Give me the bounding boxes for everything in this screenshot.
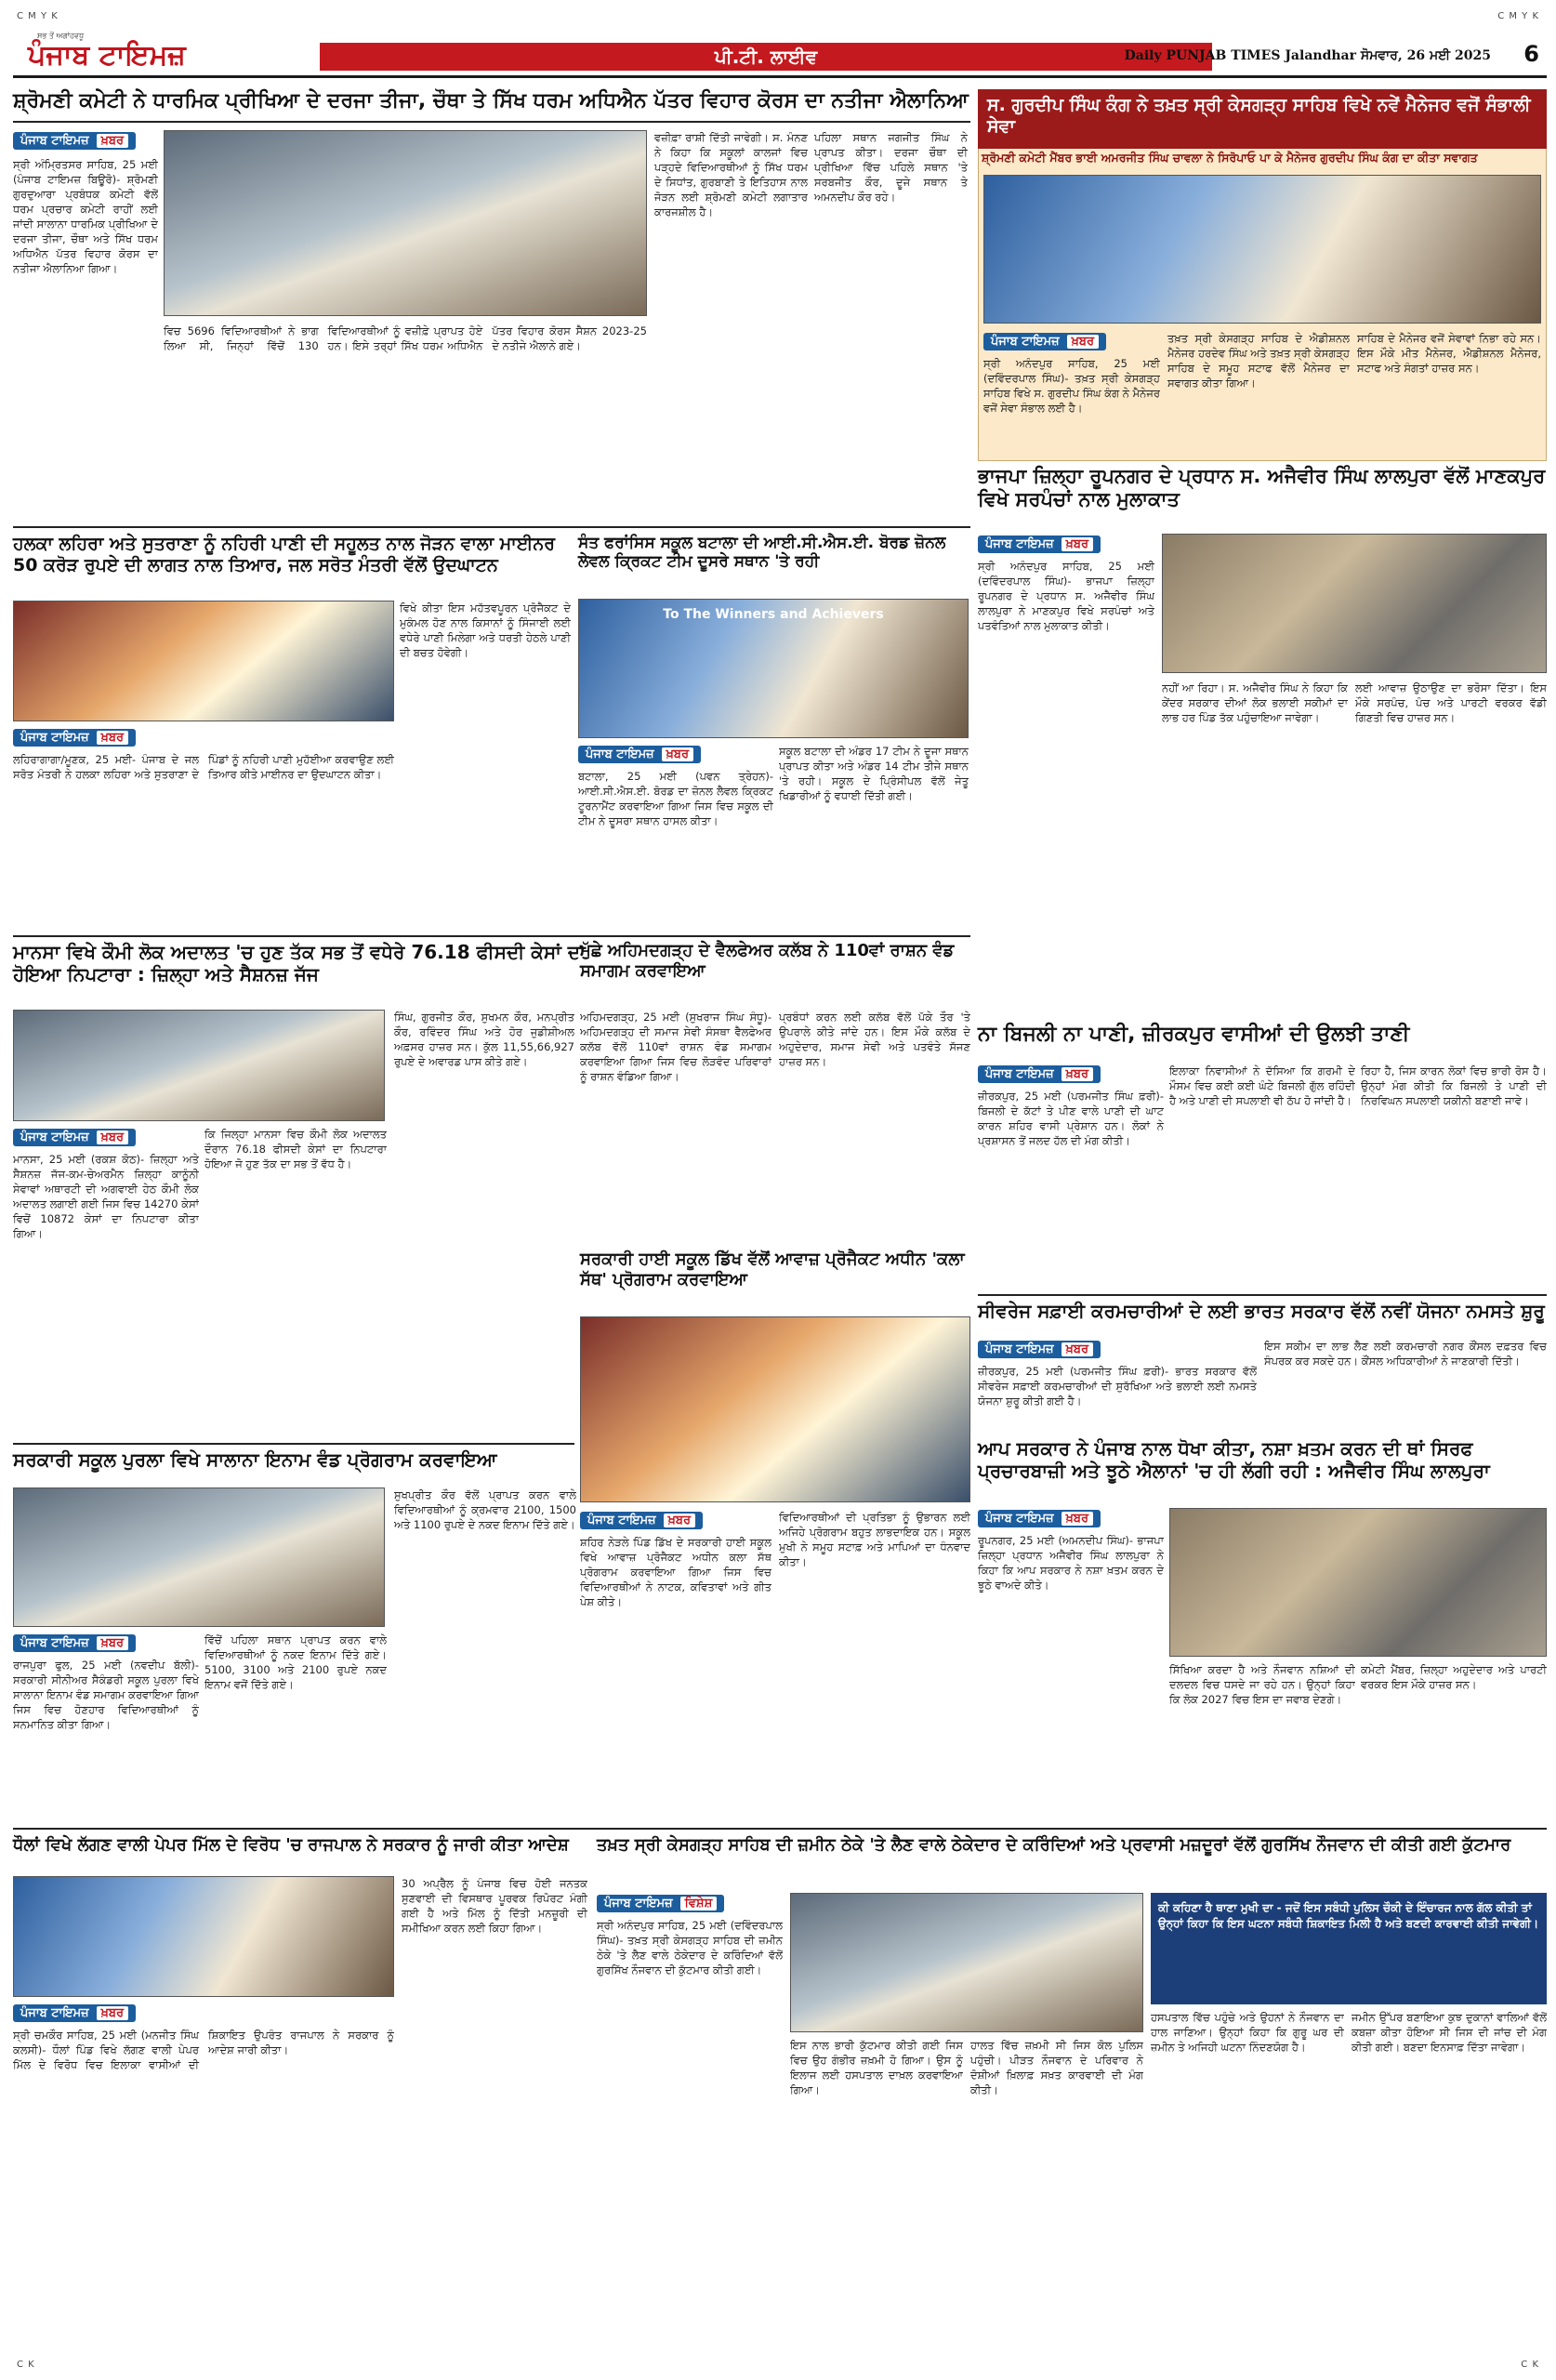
news-photo [1169,1508,1547,1657]
masthead [13,32,1547,78]
news-tag: ਪੰਜਾਬ ਟਾਇਮਜ਼ ਖ਼ਬਰ [978,1341,1101,1358]
article-column [13,1127,199,1437]
news-tag: ਪੰਜਾਬ ਟਾਇਮਜ਼ ਵਿਸ਼ੇਸ਼ [597,1895,724,1912]
article-headline: ਸ. ਗੁਰਦੀਪ ਸਿੰਘ ਕੰਗ ਨੇ ਤਖ਼ਤ ਸ੍ਰੀ ਕੇਸਗੜ੍ਹ ਸਾਹਿਬ ਵਿਖੇ ਨਵੇਂ ਮੈਨੇਜਰ ਵਜੋਂ ਸੰਭਾਲੀ ਸੇਵਾ [978,89,1547,149]
dateline: Daily PUNJAB TIMES Jalandhar ਸੋਮਵਾਰ, 26 ਮਈ 2025 [1124,48,1491,63]
page-number: 6 [1523,41,1539,67]
news-photo [983,175,1541,324]
article-body: ਹਾਲਤ ਵਿੱਚ ਜ਼ਖ਼ਮੀ ਸੀ ਜਿਸ ਕੋਲ ਪੁਲਿਸ ਪਹੁੰਚੀ। ਪੀੜਤ ਨੌਜਵਾਨ ਦੇ ਪਰਿਵਾਰ ਨੇ ਦੋਸ਼ੀਆਂ ਖ਼ਿਲਾਫ਼ ਸਖ਼ਤ ਕਾਰਵਾਈ ਦੀ ਮੰਗ ਕੀਤੀ। [970,2039,1143,2096]
article-headline: ਸਰਕਾਰੀ ਸਕੂਲ ਪੁਰਲਾ ਵਿਖੇ ਸਾਲਾਨਾ ਇਨਾਮ ਵੰਡ ਪ੍ਰੋਗਰਾਮ ਕਰਵਾਇਆ [13,1448,497,1471]
news-photo [13,1876,394,1997]
registration-mark: C M Y K [1497,11,1539,21]
news-tag: ਪੰਜਾਬ ਟਾਇਮਜ਼ ਖ਼ਬਰ [13,1129,136,1146]
news-tag: ਪੰਜਾਬ ਟਾਇਮਜ਼ ਖ਼ਬਰ [13,2004,136,2022]
article-headline: ਹਲਕਾ ਲਹਿਰਾ ਅਤੇ ਸੁਤਰਾਣਾ ਨੂੰ ਨਹਿਰੀ ਪਾਣੀ ਦੀ ਸਹੂਲਤ ਨਾਲ ਜੋੜਨ ਵਾਲਾ ਮਾਈਨਰ 50 ਕਰੋੜ ਰੁਪਏ ਦੀ ਲਾਗਤ ਨਾਲ ਤਿਆਰ, ਜਲ ਸਰੋਤ ਮੰਤਰੀ ਵੱਲੋਂ ਉਦਘਾਟਨ [13,534,556,575]
news-photo [13,1488,385,1627]
news-tag: ਪੰਜਾਬ ਟਾਇਮਜ਼ ਖ਼ਬਰ [978,1510,1101,1527]
article-body: ਜ਼ੀਰਕਪੁਰ, 25 ਮਈ (ਪਰਮਜੀਤ ਸਿੰਘ ਫ਼ਰੀ)- ਭਾਰਤ ਸਰਕਾਰ ਵੱਲੋਂ ਸੀਵਰੇਜ ਸਫ਼ਾਈ ਕਰਮਚਾਰੀਆਂ ਦੀ ਸੁਰੱਖਿਆ ਅਤੇ ਭਲਾਈ ਲਈ ਨਮਸਤੇ ਯੋਜਨਾ ਸ਼ੁਰੂ ਕੀਤੀ ਗਈ ਹੈ। [978,1365,1257,1408]
article-body: ਪ੍ਰਬੰਧਾਂ ਕਰਨ ਲਈ ਕਲੱਬ ਵੱਲੋਂ ਪੱਕੇ ਤੌਰ 'ਤੇ ਉਪਰਾਲੇ ਕੀਤੇ ਜਾਂਦੇ ਹਨ। ਇਸ ਮੌਕੇ ਕਲੱਬ ਦੇ ਅਹੁਦੇਦਾਰ, ਸਮਾਜ ਸੇਵੀ ਅਤੇ ਪਤਵੰਤੇ ਸੱਜਣ ਹਾਜ਼ਰ ਸਨ। [779,1011,970,1068]
article-body: ਸ਼ਹਿਰ ਨੇੜਲੇ ਪਿੰਡ ਡਿੱਖ ਦੇ ਸਰਕਾਰੀ ਹਾਈ ਸਕੂਲ ਵਿਖੇ ਆਵਾਜ਼ ਪ੍ਰੋਜੈਕਟ ਅਧੀਨ ਕਲਾ ਸੱਥ ਪ੍ਰੋਗਰਾਮ ਕਰਵਾਇਆ ਗਿਆ ਜਿਸ ਵਿਚ ਵਿਦਿਆਰਥੀਆਂ ਨੇ ਨਾਟਕ, ਕਵਿਤਾਵਾਂ ਅਤੇ ਗੀਤ ਪੇਸ਼ ਕੀਤੇ। [580,1536,771,1608]
news-photo [13,601,394,721]
article-column [13,2003,394,2356]
article-body: ਸ੍ਰੀ ਅਨੰਦਪੁਰ ਸਾਹਿਬ, 25 ਮਈ (ਦਵਿੰਦਰਪਾਲ ਸਿੰਘ)- ਤਖ਼ਤ ਸ੍ਰੀ ਕੇਸਗੜ੍ਹ ਸਾਹਿਬ ਦੀ ਜ਼ਮੀਨ ਠੇਕੇ 'ਤੇ ਲੈਣ ਵਾਲੇ ਠੇਕੇਦਾਰ ਦੇ ਕਰਿੰਦਿਆਂ ਵੱਲੋਂ ਗੁਰਸਿੱਖ ਨੌਜਵਾਨ ਦੀ ਕੁੱਟਮਾਰ ਕੀਤੀ ਗਈ। [597,1919,783,1977]
article-column [597,1893,783,2356]
article-body: ਸਕੂਲ ਬਟਾਲਾ ਦੀ ਅੰਡਰ 17 ਟੀਮ ਨੇ ਦੂਜਾ ਸਥਾਨ ਪ੍ਰਾਪਤ ਕੀਤਾ ਅਤੇ ਅੰਡਰ 14 ਟੀਮ ਤੀਜੇ ਸਥਾਨ 'ਤੇ ਰਹੀ। ਸਕੂਲ ਦੇ ਪ੍ਰਿੰਸੀਪਲ ਵੱਲੋਂ ਜੇਤੂ ਖਿਡਾਰੀਆਂ ਨੂੰ ਵਧਾਈ ਦਿੱਤੀ ਗਈ। [779,745,969,802]
news-tag: ਪੰਜਾਬ ਟਾਇਮਜ਼ ਖ਼ਬਰ [983,333,1106,350]
article-column [978,1339,1257,1432]
divider [13,1443,574,1445]
news-tag: ਪੰਜਾਬ ਟਾਇਮਜ਼ ਖ਼ਬਰ [578,746,701,763]
article-body: ਵਿਦਿਆਰਥੀਆਂ ਦੀ ਪ੍ਰਤਿਭਾ ਨੂੰ ਉਭਾਰਨ ਲਈ ਅਜਿਹੇ ਪ੍ਰੋਗਰਾਮ ਬਹੁਤ ਲਾਭਦਾਇਕ ਹਨ। ਸਕੂਲ ਮੁਖੀ ਨੇ ਸਮੂਹ ਸਟਾਫ਼ ਅਤੇ ਮਾਪਿਆਂ ਦਾ ਧੰਨਵਾਦ ਕੀਤਾ। [779,1511,970,1568]
article-body: ਸਿੱਖਿਆ ਕਰਦਾ ਹੈ ਅਤੇ ਨੌਜਵਾਨ ਨਸ਼ਿਆਂ ਦੀ ਦਲਦਲ ਵਿਚ ਧਸਦੇ ਜਾ ਰਹੇ ਹਨ। ਉਨ੍ਹਾਂ ਕਿਹਾ ਕਿ ਲੋਕ 2027 ਵਿਚ ਇਸ ਦਾ ਜਵਾਬ ਦੇਣਗੇ। [1169,1663,1355,1706]
news-photo [580,1316,970,1502]
article-body: ਨਹੀਂ ਆ ਰਿਹਾ। ਸ. ਅਜੈਵੀਰ ਸਿੰਘ ਨੇ ਕਿਹਾ ਕਿ ਕੇਂਦਰ ਸਰਕਾਰ ਦੀਆਂ ਲੋਕ ਭਲਾਈ ਸਕੀਮਾਂ ਦਾ ਲਾਭ ਹਰ ਪਿੰਡ ਤੱਕ ਪਹੁੰਚਾਇਆ ਜਾਵੇਗਾ। [1162,681,1348,724]
news-tag: ਪੰਜਾਬ ਟਾਇਮਜ਼ ਖ਼ਬਰ [13,729,136,747]
news-photo [13,1010,385,1121]
article-body: ਵਿਚ 5696 ਵਿਦਿਆਰਥੀਆਂ ਨੇ ਭਾਗ ਲਿਆ ਸੀ, ਜਿਨ੍ਹਾਂ ਵਿੱਚੋਂ 130 ਵਿਦਿਆਰਥੀਆਂ ਨੂੰ ਵਜ਼ੀਫ਼ੇ ਪ੍ਰਾਪਤ ਹੋਏ ਹਨ। ਇਸੇ ਤਰ੍ਹਾਂ ਸਿੱਖ ਧਰਮ ਅਧਿਐਨ ਪੱਤਰ ਵਿਹਾਰ ਕੋਰਸ ਸੈਸ਼ਨ 2023-25 ਦੇ ਨਤੀਜੇ ਐਲਾਨੇ ਗਏ। [164,324,647,352]
article-body: ਸਿੰਘ, ਗੁਰਜੀਤ ਕੌਰ, ਸੁਖਮਨ ਕੌਰ, ਮਨਪ੍ਰੀਤ ਕੌਰ, ਰਵਿੰਦਰ ਸਿੰਘ ਅਤੇ ਹੋਰ ਜੁਡੀਸ਼ੀਅਲ ਅਫ਼ਸਰ ਹਾਜ਼ਰ ਸਨ। ਕੁੱਲ 11,55,66,927 ਰੁਪਏ ਦੇ ਅਵਾਰਡ ਪਾਸ ਕੀਤੇ ਗਏ। [394,1011,574,1068]
article-headline: ਮਾਨਸਾ ਵਿਖੇ ਕੌਮੀ ਲੋਕ ਅਦਾਲਤ 'ਚ ਹੁਣ ਤੱਕ ਸਭ ਤੋਂ ਵਧੇਰੇ 76.18 ਫੀਸਦੀ ਕੇਸਾਂ ਦਾ ਹੋਇਆ ਨਿਪਟਾਰਾ : ਜ਼ਿਲ੍ਹਾ ਅਤੇ ਸੈਸ਼ਨਜ਼ ਜੱਜ [13,941,586,985]
article-column [580,1510,771,1820]
article-body: ਸ੍ਰੀ ਚਮਕੌਰ ਸਾਹਿਬ, 25 ਮਈ (ਮਨਜੀਤ ਸਿੰਘ ਕਲਸੀ)- ਧੌਲਾਂ ਪਿੰਡ ਵਿਖੇ ਲੱਗਣ ਵਾਲੀ ਪੇਪਰ ਮਿੱਲ ਦੇ ਵਿਰੋਧ ਵਿਚ ਇਲਾਕਾ ਵਾਸੀਆਂ ਦੀ ਸ਼ਿਕਾਇਤ ਉਪਰੰਤ ਰਾਜਪਾਲ ਨੇ ਸਰਕਾਰ ਨੂੰ ਆਦੇਸ਼ ਜਾਰੀ ਕੀਤਾ। [13,2029,394,2071]
brand-tagline: ਸਭ ਤੋਂ ਅਗਾਂਹਵਧੂ [37,32,85,40]
registration-mark: C K [17,2360,35,2370]
article-body: ਸ੍ਰੀ ਅੰਮ੍ਰਿਤਸਰ ਸਾਹਿਬ, 25 ਮਈ (ਪੰਜਾਬ ਟਾਇਮਜ਼ ਬਿਊਰੋ)- ਸ਼੍ਰੋਮਣੀ ਗੁਰਦੁਆਰਾ ਪ੍ਰਬੰਧਕ ਕਮੇਟੀ ਵੱਲੋਂ ਧਰਮ ਪ੍ਰਚਾਰ ਕਮੇਟੀ ਰਾਹੀਂ ਲਈ ਜਾਂਦੀ ਸਾਲਾਨਾ ਧਾਰਮਿਕ ਪ੍ਰੀਖਿਆ ਦੇ ਦਰਜਾ ਤੀਜਾ, ਚੌਥਾ ਅਤੇ ਸਿੱਖ ਧਰਮ ਅਧਿਐਨ ਪੱਤਰ ਵਿਹਾਰ ਕੋਰਸ ਦਾ ਨਤੀਜਾ ਐਲਾਨਿਆ ਗਿਆ। [13,158,158,275]
news-photo [578,599,969,738]
article-body: ਬਟਾਲਾ, 25 ਮਈ (ਪਵਨ ਤ੍ਰੇਹਨ)- ਆਈ.ਸੀ.ਐਸ.ਈ. ਬੋਰਡ ਦਾ ਜ਼ੋਨਲ ਲੈਵਲ ਕ੍ਰਿਕਟ ਟੂਰਨਾਮੈਂਟ ਕਰਵਾਇਆ ਗਿਆ ਜਿਸ ਵਿਚ ਸਕੂਲ ਦੀ ਟੀਮ ਨੇ ਦੂਸਰਾ ਸਥਾਨ ਹਾਸਲ ਕੀਤਾ। [578,770,773,827]
article-headline: ਭਾਜਪਾ ਜ਼ਿਲ੍ਹਾ ਰੂਪਨਗਰ ਦੇ ਪ੍ਰਧਾਨ ਸ. ਅਜੈਵੀਰ ਸਿੰਘ ਲਾਲਪੁਰਾ ਵੱਲੋਂ ਮਾਣਕਪੁਰ ਵਿਖੇ ਸਰਪੰਚਾਂ ਨਾਲ ਮੁਲਾਕਾਤ [978,465,1546,511]
article-column [978,1508,1164,1824]
news-photo [1162,534,1547,673]
info-box: ਕੀ ਕਹਿਣਾ ਹੈ ਥਾਣਾ ਮੁਖੀ ਦਾ - ਜਦੋਂ ਇਸ ਸਬੰਧੀ ਪੁਲਿਸ ਚੌਕੀ ਦੇ ਇੰਚਾਰਜ ਨਾਲ ਗੱਲ ਕੀਤੀ ਤਾਂ ਉਨ੍ਹਾਂ ਕਿਹਾ ਕਿ ਇਸ ਘਟਨਾ ਸਬੰਧੀ ਸ਼ਿਕਾਇਤ ਮਿਲੀ ਹੈ ਅਤੇ ਬਣਦੀ ਕਾਰਵਾਈ ਕੀਤੀ ਜਾਵੇਗੀ। [1151,1893,1547,2004]
article-column [983,331,1160,457]
divider [13,526,970,528]
registration-mark: C K [1521,2360,1539,2370]
article-column [978,1064,1164,1287]
article-column [578,744,773,930]
article-body: ਅਹਿਮਦਗੜ੍ਹ, 25 ਮਈ (ਸੁਖਰਾਜ ਸਿੰਘ ਸੰਧੂ)- ਅਹਿਮਦਗੜ੍ਹ ਦੀ ਸਮਾਜ ਸੇਵੀ ਸੰਸਥਾ ਵੈਲਫੇਅਰ ਕਲੱਬ ਵੱਲੋਂ 110ਵਾਂ ਰਾਸ਼ਨ ਵੰਡ ਸਮਾਗਮ ਕਰਵਾਇਆ ਗਿਆ ਜਿਸ ਵਿਚ ਲੋੜਵੰਦ ਪਰਿਵਾਰਾਂ ਨੂੰ ਰਾਸ਼ਨ ਵੰਡਿਆ ਗਿਆ। [580,1011,771,1083]
article-body: ਕਿ ਜਿਲ੍ਹਾ ਮਾਨਸਾ ਵਿਚ ਕੌਮੀ ਲੋਕ ਅਦਾਲਤ ਦੌਰਾਨ 76.18 ਫੀਸਦੀ ਕੇਸਾਂ ਦਾ ਨਿਪਟਾਰਾ ਹੋਇਆ ਜੋ ਹੁਣ ਤੱਕ ਦਾ ਸਭ ਤੋਂ ਵੱਧ ਹੈ। [204,1128,387,1170]
article-column [13,1633,199,1818]
news-photo [790,1893,1143,2032]
article-body: ਤਖ਼ਤ ਸ੍ਰੀ ਕੇਸਗੜ੍ਹ ਸਾਹਿਬ ਦੇ ਐਡੀਸ਼ਨਲ ਮੈਨੇਜਰ ਹਰਦੇਵ ਸਿੰਘ ਅਤੇ ਤਖ਼ਤ ਸ੍ਰੀ ਕੇਸਗੜ੍ਹ ਸਾਹਿਬ ਦੇ ਸਮੂਹ ਸਟਾਫ ਵੱਲੋਂ ਮੈਨੇਜਰ ਦਾ ਸਵਾਗਤ ਕੀਤਾ ਗਿਆ। [1167,332,1350,390]
section-title: ਪੀ.ਟੀ. ਲਾਈਵ [320,43,1212,71]
article-body: ਜਮੀਨ ਉੱਪਰ ਬਣਾਇਆ ਕੁਝ ਦੁਕਾਨਾਂ ਵਾਲਿਆਂ ਵੱਲੋਂ ਕਬਜ਼ਾ ਕੀਤਾ ਹੋਇਆ ਸੀ ਜਿਸ ਦੀ ਜਾਂਚ ਦੀ ਮੰਗ ਕੀਤੀ ਗਈ। ਬਣਦਾ ਇਨਸਾਫ਼ ਦਿੱਤਾ ਜਾਵੇਗਾ। [1352,2011,1547,2054]
article-body: ਸ੍ਰੀ ਅਨੰਦਪੁਰ ਸਾਹਿਬ, 25 ਮਈ (ਦਵਿੰਦਰਪਾਲ ਸਿੰਘ)- ਭਾਜਪਾ ਜ਼ਿਲ੍ਹਾ ਰੂਪਨਗਰ ਦੇ ਪ੍ਰਧਾਨ ਸ. ਅਜੈਵੀਰ ਸਿੰਘ ਲਾਲਪੁਰਾ ਨੇ ਮਾਣਕਪੁਰ ਵਿਖੇ ਸਰਪੰਚਾਂ ਅਤੇ ਪਤਵੰਤਿਆਂ ਨਾਲ ਮੁਲਾਕਾਤ ਕੀਤੀ। [978,560,1154,632]
article-body: ਲਹਿਰਾਗਾਗਾ/ਮੂਣਕ, 25 ਮਈ- ਪੰਜਾਬ ਦੇ ਜਲ ਸਰੋਤ ਮੰਤਰੀ ਨੇ ਹਲਕਾ ਲਹਿਰਾ ਅਤੇ ਸੁਤਰਾਣਾ ਦੇ ਪਿੰਡਾਂ ਨੂੰ ਨਹਿਰੀ ਪਾਣੀ ਮੁਹੱਈਆ ਕਰਵਾਉਣ ਲਈ ਤਿਆਰ ਕੀਤੇ ਮਾਈਨਰ ਦਾ ਉਦਘਾਟਨ ਕੀਤਾ। [13,753,394,781]
article-body: 30 ਅਪ੍ਰੈਲ ਨੂੰ ਪੰਜਾਬ ਵਿਚ ਹੋਈ ਜਨਤਕ ਸੁਣਵਾਈ ਦੀ ਵਿਸਥਾਰ ਪੂਰਵਕ ਰਿਪੋਰਟ ਮੰਗੀ ਗਈ ਹੈ ਅਤੇ ਮਿੱਲ ਨੂੰ ਦਿੱਤੀ ਮਨਜ਼ੂਰੀ ਦੀ ਸਮੀਖਿਆ ਕਰਨ ਲਈ ਕਿਹਾ ਗਿਆ। [402,1877,587,1935]
photo-banner-text: To The Winners and Achievers [663,607,884,622]
article-headline: ਸਰਕਾਰੀ ਹਾਈ ਸਕੂਲ ਡਿੱਖ ਵੱਲੋਂ ਆਵਾਜ਼ ਪ੍ਰੋਜੈਕਟ ਅਧੀਨ 'ਕਲਾ ਸੱਥ' ਪ੍ਰੋਗਰਾਮ ਕਰਵਾਇਆ [580,1250,965,1289]
article-body: ਇਲਾਕਾ ਨਿਵਾਸੀਆਂ ਨੇ ਦੱਸਿਆ ਕਿ ਗਰਮੀ ਦੇ ਮੌਸਮ ਵਿਚ ਕਈ ਕਈ ਘੰਟੇ ਬਿਜਲੀ ਗੁੱਲ ਰਹਿੰਦੀ ਹੈ ਅਤੇ ਪਾਣੀ ਦੀ ਸਪਲਾਈ ਵੀ ਠੱਪ ਹੋ ਜਾਂਦੀ ਹੈ। [1169,1064,1355,1107]
article-body: ਸਾਹਿਬ ਦੇ ਮੈਨੇਜਰ ਵਜੋਂ ਸੇਵਾਵਾਂ ਨਿਭਾ ਰਹੇ ਸਨ। ਇਸ ਮੌਕੇ ਮੀਤ ਮੈਨੇਜਰ, ਐਡੀਸ਼ਨਲ ਮੈਨੇਜਰ, ਸਟਾਫ ਅਤੇ ਸੰਗਤਾਂ ਹਾਜ਼ਰ ਸਨ। [1357,332,1541,375]
article-body: ਜ਼ੀਰਕਪੁਰ, 25 ਮਈ (ਪਰਮਜੀਤ ਸਿੰਘ ਫ਼ਰੀ)- ਬਿਜਲੀ ਦੇ ਕੱਟਾਂ ਤੇ ਪੀਣ ਵਾਲੇ ਪਾਣੀ ਦੀ ਘਾਟ ਕਾਰਨ ਸ਼ਹਿਰ ਵਾਸੀ ਪ੍ਰੇਸ਼ਾਨ ਹਨ। ਲੋਕਾਂ ਨੇ ਪ੍ਰਸ਼ਾਸਨ ਤੋਂ ਜਲਦ ਹੱਲ ਦੀ ਮੰਗ ਕੀਤੀ। [978,1090,1164,1147]
article-body: ਰੂਪਨਗਰ, 25 ਮਈ (ਅਮਨਦੀਪ ਸਿੰਘ)- ਭਾਜਪਾ ਜ਼ਿਲ੍ਹਾ ਪ੍ਰਧਾਨ ਅਜੈਵੀਰ ਸਿੰਘ ਲਾਲਪੁਰਾ ਨੇ ਕਿਹਾ ਕਿ ਆਪ ਸਰਕਾਰ ਨੇ ਨਸ਼ਾ ਖ਼ਤਮ ਕਰਨ ਦੇ ਝੂਠੇ ਵਾਅਦੇ ਕੀਤੇ। [978,1534,1164,1592]
divider [13,935,970,937]
article-body: ਇਸ ਨਾਲ ਭਾਰੀ ਕੁੱਟਮਾਰ ਕੀਤੀ ਗਈ ਜਿਸ ਵਿਚ ਉਹ ਗੰਭੀਰ ਜ਼ਖ਼ਮੀ ਹੋ ਗਿਆ। ਉਸ ਨੂੰ ਇਲਾਜ ਲਈ ਹਸਪਤਾਲ ਦਾਖ਼ਲ ਕਰਵਾਇਆ ਗਿਆ। [790,2039,963,2096]
divider [978,1294,1547,1296]
news-tag: ਪੰਜਾਬ ਟਾਇਮਜ਼ ਖ਼ਬਰ [580,1512,703,1529]
article-headline: ਮੁੱਛੇ ਅਹਿਮਦਗੜ੍ਹ ਦੇ ਵੈਲਫੇਅਰ ਕਲੱਬ ਨੇ 110ਵਾਂ ਰਾਸ਼ਨ ਵੰਡ ਸਮਾਗਮ ਕਰਵਾਇਆ [580,941,955,981]
article-body: ਮਾਨਸਾ, 25 ਮਈ (ਰਕਸ਼ ਕੋਠ)- ਜ਼ਿਲ੍ਹਾ ਅਤੇ ਸੈਸ਼ਨਜ਼ ਜੱਜ-ਕਮ-ਚੇਅਰਮੈਨ ਜ਼ਿਲ੍ਹਾ ਕਾਨੂੰਨੀ ਸੇਵਾਵਾਂ ਅਥਾਰਟੀ ਦੀ ਅਗਵਾਈ ਹੇਠ ਕੌਮੀ ਲੋਕ ਅਦਾਲਤ ਲਗਾਈ ਗਈ ਜਿਸ ਵਿਚ 14270 ਕੇਸਾਂ ਵਿਚੋਂ 10872 ਕੇਸਾਂ ਦਾ ਨਿਪਟਾਰਾ ਕੀਤਾ ਗਿਆ। [13,1153,199,1240]
article-body: ਸ੍ਰੀ ਅਨੰਦਪੁਰ ਸਾਹਿਬ, 25 ਮਈ (ਦਵਿੰਦਰਪਾਲ ਸਿੰਘ)- ਤਖ਼ਤ ਸ੍ਰੀ ਕੇਸਗੜ੍ਹ ਸਾਹਿਬ ਵਿਖੇ ਸ. ਗੁਰਦੀਪ ਸਿੰਘ ਕੰਗ ਨੇ ਮੈਨੇਜਰ ਵਜੋਂ ਸੇਵਾ ਸੰਭਾਲ ਲਈ ਹੈ। [983,357,1160,415]
article-column [13,130,158,521]
article-body: ਰਾਜਪੁਰਾ ਫੁਲ, 25 ਮਈ (ਨਵਦੀਪ ਬੱਲੀ)- ਸਰਕਾਰੀ ਸੀਨੀਅਰ ਸੈਕੰਡਰੀ ਸਕੂਲ ਪੁਰਲਾ ਵਿਖੇ ਸਾਲਾਨਾ ਇਨਾਮ ਵੰਡ ਸਮਾਗਮ ਕਰਵਾਇਆ ਗਿਆ ਜਿਸ ਵਿਚ ਹੋਣਹਾਰ ਵਿਦਿਆਰਥੀਆਂ ਨੂੰ ਸਨਮਾਨਿਤ ਕੀਤਾ ਗਿਆ। [13,1659,199,1731]
article-body: ਇਸ ਸਕੀਮ ਦਾ ਲਾਭ ਲੈਣ ਲਈ ਕਰਮਚਾਰੀ ਨਗਰ ਕੌਂਸਲ ਦਫ਼ਤਰ ਵਿਚ ਸੰਪਰਕ ਕਰ ਸਕਦੇ ਹਨ। ਕੌਂਸਲ ਅਧਿਕਾਰੀਆਂ ਨੇ ਜਾਣਕਾਰੀ ਦਿੱਤੀ। [1264,1340,1547,1368]
article-body: ਵਿੱਚੋਂ ਪਹਿਲਾ ਸਥਾਨ ਪ੍ਰਾਪਤ ਕਰਨ ਵਾਲੇ ਵਿਦਿਆਰਥੀਆਂ ਨੂੰ ਨਕਦ ਇਨਾਮ ਦਿੱਤੇ ਗਏ। 5100, 3100 ਅਤੇ 2100 ਰੁਪਏ ਨਕਦ ਇਨਾਮ ਵਜੋਂ ਦਿੱਤੇ ਗਏ। [204,1633,387,1691]
photo-caption: ਸ਼੍ਰੋਮਣੀ ਕਮੇਟੀ ਮੈਂਬਰ ਭਾਈ ਅਮਰਜੀਤ ਸਿੰਘ ਚਾਵਲਾ ਨੇ ਸਿਰੋਪਾਓ ਪਾ ਕੇ ਮੈਨੇਜਰ ਗੁਰਦੀਪ ਸਿੰਘ ਕੰਗ ਦਾ ਕੀਤਾ ਸਵਾਗਤ [982,151,1478,165]
article-headline: ਆਪ ਸਰਕਾਰ ਨੇ ਪੰਜਾਬ ਨਾਲ ਧੋਖਾ ਕੀਤਾ, ਨਸ਼ਾ ਖ਼ਤਮ ਕਰਨ ਦੀ ਥਾਂ ਸਿਰਫ ਪ੍ਰਚਾਰਬਾਜ਼ੀ ਅਤੇ ਝੂਠੇ ਐਲਾਨਾਂ 'ਚ ਹੀ ਲੱਗੀ ਰਹੀ : ਅਜੈਵੀਰ ਸਿੰਘ ਲਾਲਪੁਰਾ [978,1437,1490,1482]
article-body: ਲਈ ਆਵਾਜ਼ ਉਠਾਉਣ ਦਾ ਭਰੋਸਾ ਦਿੱਤਾ। ਇਸ ਮੌਕੇ ਸਰਪੰਚ, ਪੰਚ ਅਤੇ ਪਾਰਟੀ ਵਰਕਰ ਵੱਡੀ ਗਿਣਤੀ ਵਿਚ ਹਾਜ਼ਰ ਸਨ। [1355,681,1547,724]
article-body: ਸੁਖਪ੍ਰੀਤ ਕੌਰ ਵੱਲੋਂ ਪ੍ਰਾਪਤ ਕਰਨ ਵਾਲੇ ਵਿਦਿਆਰਥੀਆਂ ਨੂੰ ਕ੍ਰਮਵਾਰ 2100, 1500 ਅਤੇ 1100 ਰੁਪਏ ਦੇ ਨਕਦ ਇਨਾਮ ਦਿੱਤੇ ਗਏ। [394,1488,576,1531]
news-tag: ਪੰਜਾਬ ਟਾਇਮਜ਼ ਖ਼ਬਰ [978,536,1101,553]
news-tag: ਪੰਜਾਬ ਟਾਇਮਜ਼ ਖ਼ਬਰ [13,1634,136,1652]
article-body: ਹਸਪਤਾਲ ਵਿੱਚ ਪਹੁੰਚੇ ਅਤੇ ਉਹਨਾਂ ਨੇ ਨੌਜਵਾਨ ਦਾ ਹਾਲ ਜਾਣਿਆ। ਉਨ੍ਹਾਂ ਕਿਹਾ ਕਿ ਗੁਰੂ ਘਰ ਦੀ ਜ਼ਮੀਨ ਤੇ ਅਜਿਹੀ ਘਟਨਾ ਨਿੰਦਣਯੋਗ ਹੈ। [1151,2011,1344,2054]
article-headline: ਸ਼੍ਰੋਮਣੀ ਕਮੇਟੀ ਨੇ ਧਾਰਮਿਕ ਪ੍ਰੀਖਿਆ ਦੇ ਦਰਜਾ ਤੀਜਾ, ਚੌਥਾ ਤੇ ਸਿੱਖ ਧਰਮ ਅਧਿਐਨ ਪੱਤਰ ਵਿਹਾਰ ਕੋਰਸ ਦਾ ਨਤੀਜਾ ਐਲਾਨਿਆ [13,89,970,123]
registration-mark: C M Y K [17,11,59,21]
article-body: ਪਹਿਲਾ ਸਥਾਨ ਜਗਜੀਤ ਸਿੰਘ ਨੇ ਪ੍ਰਾਪਤ ਕੀਤਾ। ਦਰਜਾ ਚੌਥਾ ਦੀ ਪ੍ਰੀਖਿਆ ਵਿੱਚ ਪਹਿਲੇ ਸਥਾਨ 'ਤੇ ਸਰਬਜੀਤ ਕੌਰ, ਦੂਜੇ ਸਥਾਨ ਤੇ ਅਮਨਦੀਪ ਕੌਰ ਰਹੇ। [814,131,968,204]
article-headline: ਨਾ ਬਿਜਲੀ ਨਾ ਪਾਣੀ, ਜ਼ੀਰਕਪੁਰ ਵਾਸੀਆਂ ਦੀ ਉਲਝੀ ਤਾਣੀ [978,1023,1410,1046]
article-headline: ਧੌਲਾਂ ਵਿਖੇ ਲੱਗਣ ਵਾਲੀ ਪੇਪਰ ਮਿੱਲ ਦੇ ਵਿਰੋਧ 'ਚ ਰਾਜਪਾਲ ਨੇ ਸਰਕਾਰ ਨੂੰ ਜਾਰੀ ਕੀਤਾ ਆਦੇਸ਼ [13,1835,569,1855]
news-tag: ਪੰਜਾਬ ਟਾਇਮਜ਼ ਖ਼ਬਰ [13,132,136,150]
article-headline: ਤਖ਼ਤ ਸ੍ਰੀ ਕੇਸਗੜ੍ਹ ਸਾਹਿਬ ਦੀ ਜ਼ਮੀਨ ਠੇਕੇ 'ਤੇ ਲੈਣ ਵਾਲੇ ਠੇਕੇਦਾਰ ਦੇ ਕਰਿੰਦਿਆਂ ਅਤੇ ਪ੍ਰਵਾਸੀ ਮਜ਼ਦੂਰਾਂ ਵੱਲੋਂ ਗੁਰਸਿੱਖ ਨੌਜਵਾਨ ਦੀ ਕੀਤੀ ਗਈ ਕੁੱਟਮਾਰ [597,1835,1511,1855]
newspaper-logo: ਸਭ ਤੋਂ ਅਗਾਂਹਵਧੂ ਪੰਜਾਬ ਟਾਇਮਜ਼ [28,32,186,72]
article-body: ਰਿਹਾ ਹੈ, ਜਿਸ ਕਾਰਨ ਲੋਕਾਂ ਵਿਚ ਭਾਰੀ ਰੋਸ ਹੈ। ਉਨ੍ਹਾਂ ਮੰਗ ਕੀਤੀ ਕਿ ਬਿਜਲੀ ਤੇ ਪਾਣੀ ਦੀ ਨਿਰਵਿਘਨ ਸਪਲਾਈ ਯਕੀਨੀ ਬਣਾਈ ਜਾਵੇ। [1361,1064,1547,1107]
article-headline: ਸੰਤ ਫਰਾਂਸਿਸ ਸਕੂਲ ਬਟਾਲਾ ਦੀ ਆਈ.ਸੀ.ਐਸ.ਈ. ਬੋਰਡ ਜ਼ੋਨਲ ਲੇਵਲ ਕ੍ਰਿਕਟ ਟੀਮ ਦੂਸਰੇ ਸਥਾਨ 'ਤੇ ਰਹੀ [578,534,946,572]
article-column [13,727,394,932]
divider [13,1828,1547,1830]
article-column [978,534,1154,1017]
article-headline: ਸੀਵਰੇਜ ਸਫ਼ਾਈ ਕਰਮਚਾਰੀਆਂ ਦੇ ਲਈ ਭਾਰਤ ਸਰਕਾਰ ਵੱਲੋਂ ਨਵੀਂ ਯੋਜਨਾ ਨਮਸਤੇ ਸ਼ੁਰੂ [978,1300,1545,1322]
news-tag: ਪੰਜਾਬ ਟਾਇਮਜ਼ ਖ਼ਬਰ [978,1065,1101,1083]
article-body: ਵਜ਼ੀਫ਼ਾ ਰਾਸ਼ੀ ਦਿੱਤੀ ਜਾਵੇਗੀ। ਸ. ਮੰਨਣ ਨੇ ਕਿਹਾ ਕਿ ਸਕੂਲਾਂ ਕਾਲਜਾਂ ਵਿਚ ਪੜ੍ਹਦੇ ਵਿਦਿਆਰਥੀਆਂ ਨੂੰ ਸਿੱਖ ਧਰਮ ਦੇ ਸਿਧਾਂਤ, ਗੁਰਬਾਣੀ ਤੇ ਇਤਿਹਾਸ ਨਾਲ ਜੋੜਨ ਲਈ ਸ਼੍ਰੋਮਣੀ ਕਮੇਟੀ ਲਗਾਤਾਰ ਕਾਰਜਸ਼ੀਲ ਹੈ। [654,131,808,218]
news-photo [164,130,647,316]
article-body: ਕਮੇਟੀ ਮੈਂਬਰ, ਜ਼ਿਲ੍ਹਾ ਅਹੁਦੇਦਾਰ ਅਤੇ ਪਾਰਟੀ ਵਰਕਰ ਇਸ ਮੌਕੇ ਹਾਜ਼ਰ ਸਨ। [1361,1663,1547,1691]
article-body: ਵਿਖੇ ਕੀਤਾ ਇਸ ਮਹੱਤਵਪੂਰਨ ਪ੍ਰੋਜੈਕਟ ਦੇ ਮੁਕੰਮਲ ਹੋਣ ਨਾਲ ਕਿਸਾਨਾਂ ਨੂੰ ਸਿੰਜਾਈ ਲਈ ਵਧੇਰੇ ਪਾਣੀ ਮਿਲੇਗਾ ਅਤੇ ਧਰਤੀ ਹੇਠਲੇ ਪਾਣੀ ਦੀ ਬਚਤ ਹੋਵੇਗੀ। [400,602,571,659]
